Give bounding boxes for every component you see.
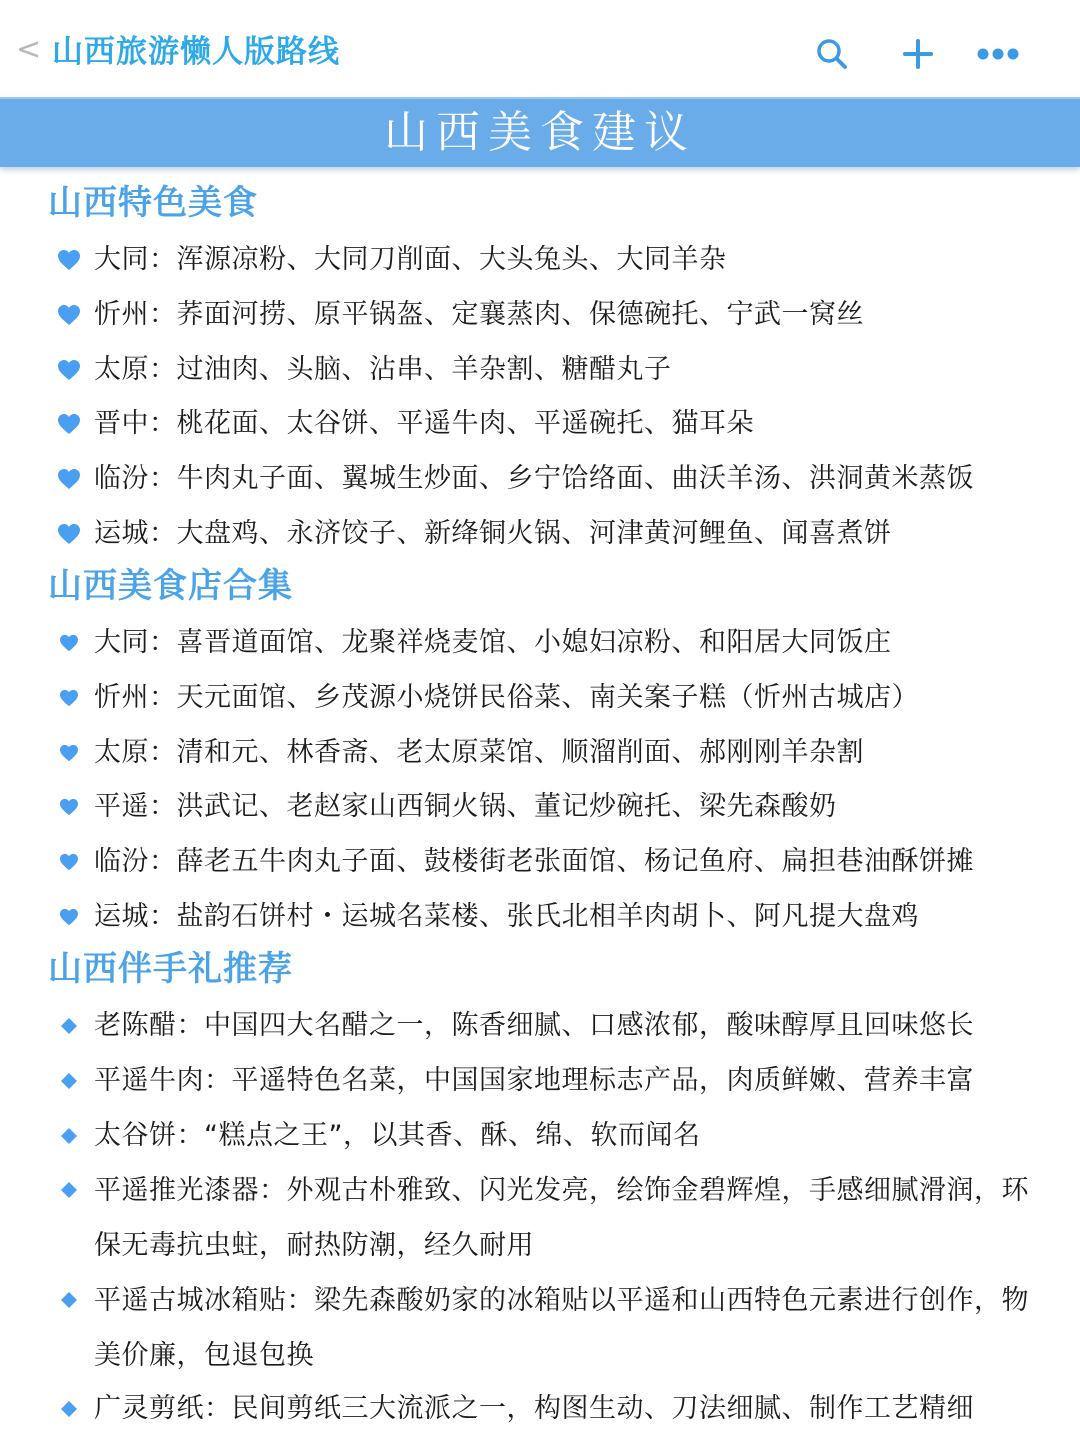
section-title-local-food: 山西特色美食 [48,183,258,223]
top-bar [0,0,1080,97]
diamond-icon [56,1006,82,1046]
heart-icon [56,842,82,882]
heart-icon [56,678,82,718]
heart-icon [56,733,82,773]
diamond-icon [56,1061,82,1101]
document-title: 山西旅游懒人版路线 [52,34,340,70]
heart-icon [56,623,82,663]
heart-icon [56,404,82,444]
diamond-icon [56,1389,82,1429]
header-banner [0,97,1080,167]
heart-icon [56,897,82,937]
diamond-icon [56,1170,82,1210]
diamond-icon [56,1280,82,1320]
diamond-icon [56,1116,82,1156]
heart-icon [56,514,82,554]
heart-icon [56,350,82,390]
heart-icon [56,459,82,499]
heart-icon [56,787,82,827]
heart-icon [56,240,82,280]
section-title-souvenirs: 山西伴手礼推荐 [48,949,293,989]
plus-icon[interactable] [894,30,942,78]
back-button[interactable]: < [16,32,42,67]
banner-title: 山西美食建议 [384,107,696,158]
search-icon[interactable] [808,30,856,78]
heart-icon [56,295,82,335]
section-title-restaurants: 山西美食店合集 [48,566,293,606]
more-icon[interactable] [974,30,1022,78]
